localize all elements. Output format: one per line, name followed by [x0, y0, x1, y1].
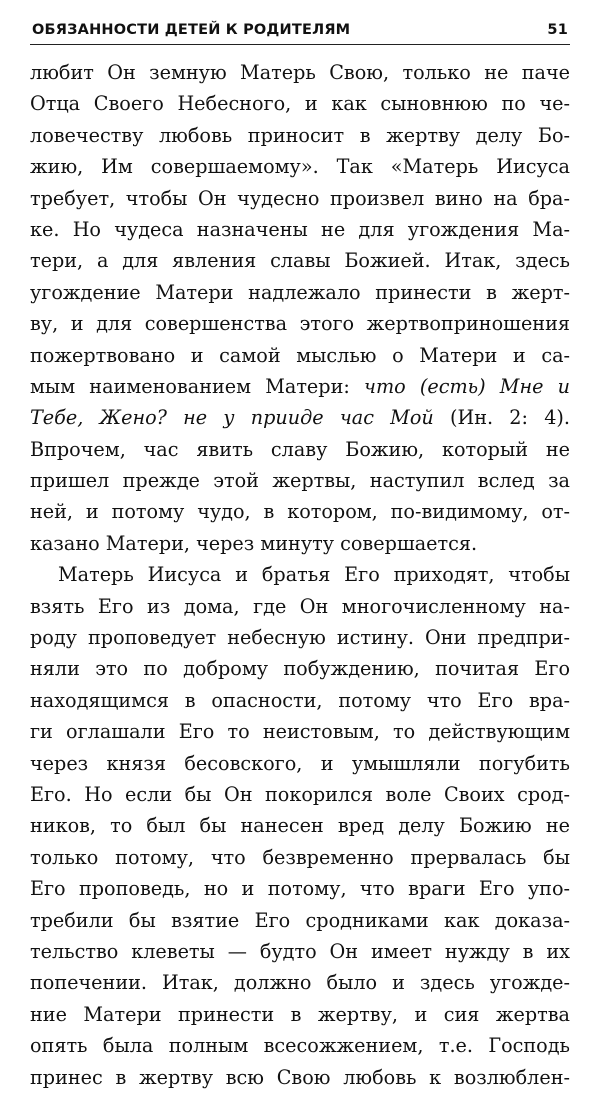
text-line: ней, и потому чудо, в котором, по-видимому, от-: [30, 500, 570, 524]
paragraph-2: [30, 559, 570, 1093]
body-text: [30, 57, 570, 1093]
text-line: опять была полным всесожжением, т.е. Господь: [30, 1034, 570, 1058]
text-line: угождение Матери надлежало принести в жерт-: [30, 280, 570, 304]
page-number: 51: [547, 22, 568, 38]
text-line: Отца Своего Небесного, и как сыновнюю по че-: [30, 92, 570, 116]
text-line: через князя бесовского, и умышляли погубить: [30, 751, 570, 775]
text-line: пожертвовано и самой мыслью о Матери и са-: [30, 343, 570, 367]
text-line: ке. Но чудеса назначены не для угождения Ма-: [30, 217, 570, 241]
text-line: Матерь Иисуса и братья Его приходят, чтобы: [58, 563, 570, 587]
text-line: няли это по доброму побуждению, почитая Его: [30, 657, 570, 681]
text-line: ловечеству любовь приносит в жертву делу Бо-: [30, 123, 570, 147]
text-line: ву, и для совершенства этого жертвоприношения: [30, 312, 570, 336]
text-line: казано Матери, через минуту совершается.: [30, 531, 478, 555]
text-line: Его проповедь, но и потому, что враги Его упо-: [30, 877, 570, 901]
text-line: тельство клеветы — будто Он имеет нужду в их: [30, 939, 570, 963]
text-line: тери, а для явления славы Божией. Итак, здесь: [30, 249, 570, 273]
text-line: любит Он земную Матерь Свою, только не паче: [30, 61, 570, 84]
running-header: [30, 20, 570, 45]
text-line: требует, чтобы Он чудесно произвел вино на бра-: [30, 186, 570, 210]
text-line: взять Его из дома, где Он многочисленному на-: [30, 594, 570, 618]
scripture-quote: Тебе, Жено? не у прииде час Мой: [30, 406, 434, 430]
scripture-reference: (Ин. 2: 4).: [433, 406, 570, 430]
text-line: находящимся в опасности, потому что Его вра-: [30, 688, 570, 712]
text-line: пришел прежде этой жертвы, наступил вслед за: [30, 469, 570, 493]
header-title: ОБЯЗАННОСТИ ДЕТЕЙ К РОДИТЕЛЯМ: [32, 22, 351, 38]
text-line: требили бы взятие Его сродниками как доказа-: [30, 908, 570, 932]
book-page: [30, 20, 570, 1093]
text-line: Впрочем, час явить славу Божию, который не: [30, 437, 570, 461]
text-line: ги оглашали Его то неистовым, то действующим: [30, 720, 570, 744]
text-line: роду проповедует небесную истину. Они предпри-: [30, 626, 570, 650]
text-line: ников, то был бы нанесен вред делу Божию не: [30, 814, 570, 838]
text-line: только потому, что безвременно прервалась бы: [30, 845, 570, 869]
plain-text: мым наименованием Матери:: [30, 374, 365, 398]
text-line-mixed: [30, 371, 570, 402]
text-line: Его. Но если бы Он покорился воле Своих срод-: [30, 782, 570, 806]
text-line: ние Матери принести в жертву, и сия жертва: [30, 1002, 570, 1026]
text-line: попечении. Итак, должно было и здесь угожде-: [30, 971, 570, 995]
paragraph-1: [30, 57, 570, 559]
text-line: принес в жертву всю Свою любовь к возлюблен-: [30, 1065, 570, 1089]
text-line: жию, Им совершаемому». Так «Матерь Иисуса: [30, 155, 570, 179]
text-line-mixed: [30, 402, 570, 433]
scripture-quote: что (есть) Мне и: [364, 374, 570, 398]
